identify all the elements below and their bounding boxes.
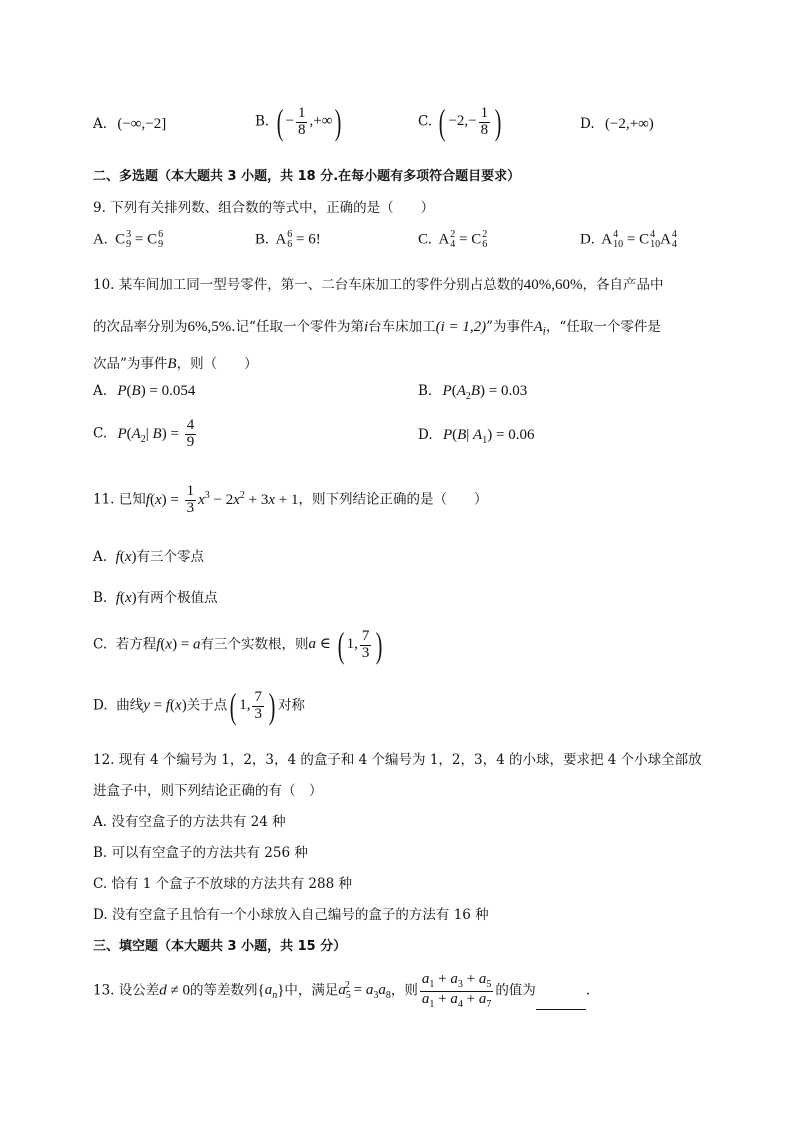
q12-line1: 12. 现有 4 个编号为 1，2，3，4 的盒子和 4 个编号为 1，2，3，4 的小球，要求把 4 个小球全部放 <box>93 752 702 768</box>
q12-option-c: C. 恰有 1 个盒子不放球的方法共有 288 种 <box>93 876 352 892</box>
q10-line3: 次品”为事件B，则（ ） <box>93 356 258 372</box>
q12-line2: 进盒子中，则下列结论正确的有（ ） <box>93 783 323 799</box>
q11-option-c: C. 若方程f(x) = a有三个实数根，则a ∈ ( 1, $\frac{7}{3}$ ) <box>93 625 383 665</box>
q9-option-c: C. A 2 4 = C 2 6 <box>418 229 488 250</box>
section-2-title: 二、多选题（本大题共 3 小题，共 18 分.在每小题有多项符合题目要求） <box>93 169 521 184</box>
q10-option-a: A. P(B) = 0.054 <box>93 383 196 399</box>
q13-stem: 13. 设公差d ≠ 0的等差数列$\{a_n\}$中，满足$a_5^2 = a_3a_8$，则 $\frac{a_1 + a_3 + a_5}{a_1 + a_4 + a_7}$ 的值为 . <box>93 971 591 1010</box>
q9-option-a: A. C 3 9 = C 6 9 <box>93 229 164 250</box>
q11-option-a: A. f(x)有三个零点 <box>93 549 204 565</box>
q9-stem: 9. 下列有关排列数、组合数的等式中，正确的是（ ） <box>93 200 435 216</box>
q11-stem: 11. 已知f(x) = $\frac{1}{3}$ $x^3 - 2x^2 + 3x + 1$，则下列结论正确的是（ ） <box>93 483 488 516</box>
q12-option-d: D. 没有空盒子且恰有一个小球放入自己编号的盒子的方法有 16 种 <box>93 907 489 923</box>
q10-option-c: C. $P(A_2|$ B) = $\frac{4}{9}$ <box>93 417 195 450</box>
q11-option-d: D. 曲线y = f(x)关于点( 1, $\frac{7}{3}$ ) 对称 <box>93 686 305 726</box>
q10-option-d: D. P(B| $A_1) = 0.06$ <box>418 427 535 446</box>
q9-option-b: B. A 6 6 = 6! <box>255 229 321 250</box>
q9-option-d: D. A 4 10 = C 4 10 A 4 4 <box>580 229 677 250</box>
q10-line2: 的次品率分别为6%,5%.记“任取一个零件为第i台车床加工(i = 1,2)”为事件$A_i$，“任取一个零件是 <box>93 319 661 338</box>
q10-line1: 10. 某车间加工同一型号零件，第一、二台车床加工的零件分别占总数的40%,60%，各自产品中 <box>93 277 664 293</box>
q8-option-d: D. (−2,+∞) <box>580 116 654 132</box>
q12-option-b: B. 可以有空盒子的方法共有 256 种 <box>93 845 308 861</box>
q8-option-b: B. ( − $\frac{1}{8}$ ,+∞) <box>255 102 342 142</box>
q8-option-a: A. (−∞,−2] <box>93 116 167 132</box>
section-3-title: 三、填空题（本大题共 3 小题，共 15 分） <box>93 939 347 954</box>
q11-option-b: B. f(x)有两个极值点 <box>93 590 218 606</box>
q10-option-b: B. $P(A_2B) = 0.03$ <box>418 383 528 402</box>
q12-option-a: A. 没有空盒子的方法共有 24 种 <box>93 814 286 830</box>
q13-answer-blank <box>536 1008 586 1010</box>
q8-option-c: C. ( −2,− $\frac{1}{8}$ ) <box>418 102 502 142</box>
